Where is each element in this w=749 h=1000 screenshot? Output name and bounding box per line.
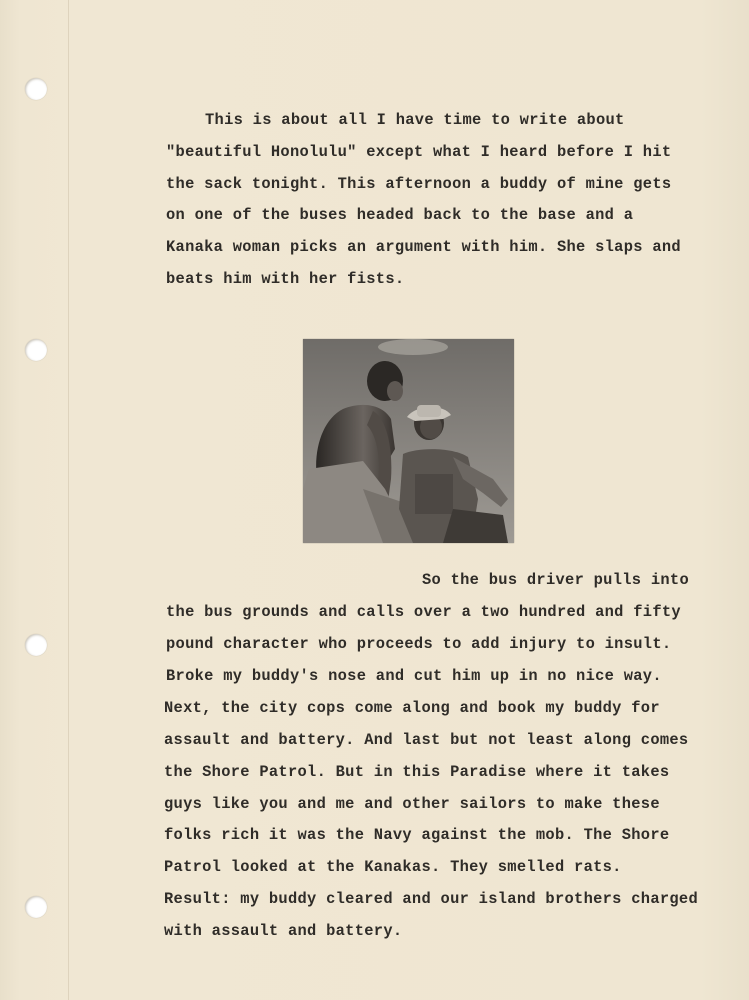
paragraph2-line-11: Result: my buddy cleared and our island brothers charged xyxy=(164,890,699,908)
paragraph1-line-3: the sack tonight. This afternoon a buddy of mine gets xyxy=(166,175,672,193)
paragraph2-line-5: Next, the city cops come along and book my buddy for xyxy=(164,699,660,717)
paragraph2-line-6: assault and battery. And last but not least along comes xyxy=(164,731,689,749)
photograph-two-men-icon xyxy=(303,339,514,543)
paragraph2-line-7: the Shore Patrol. But in this Paradise where it takes xyxy=(164,763,670,781)
page-fold-line xyxy=(68,0,69,1000)
punch-hole-lower xyxy=(25,634,47,656)
paragraph1-line-6: beats him with her fists. xyxy=(166,270,405,288)
paragraph1-line-1: This is about all I have time to write about xyxy=(205,111,625,129)
paragraph2-line-8: guys like you and me and other sailors to make these xyxy=(164,795,660,813)
paragraph2-line-9: folks rich it was the Navy against the mob. The Shore xyxy=(164,826,670,844)
punch-hole-top xyxy=(25,78,47,100)
paragraph2-line-12: with assault and battery. xyxy=(164,922,403,940)
paragraph2-line-1: So the bus driver pulls into xyxy=(422,571,690,589)
paragraph1-line-5: Kanaka woman picks an argument with him. She slaps and xyxy=(166,238,681,256)
paragraph1-line-2: "beautiful Honolulu" except what I heard before I hit xyxy=(166,143,672,161)
paragraph1-line-4: on one of the buses headed back to the base and a xyxy=(166,206,634,224)
paragraph2-line-3: pound character who proceeds to add injury to insult. xyxy=(166,635,672,653)
paragraph2-line-2: the bus grounds and calls over a two hundred and fifty xyxy=(166,603,681,621)
paragraph2-line-10: Patrol looked at the Kanakas. They smelled rats. xyxy=(164,858,622,876)
photograph xyxy=(303,339,514,543)
punch-hole-bottom xyxy=(25,896,47,918)
paragraph2-line-4: Broke my buddy's nose and cut him up in no nice way. xyxy=(166,667,662,685)
punch-hole-middle xyxy=(25,339,47,361)
